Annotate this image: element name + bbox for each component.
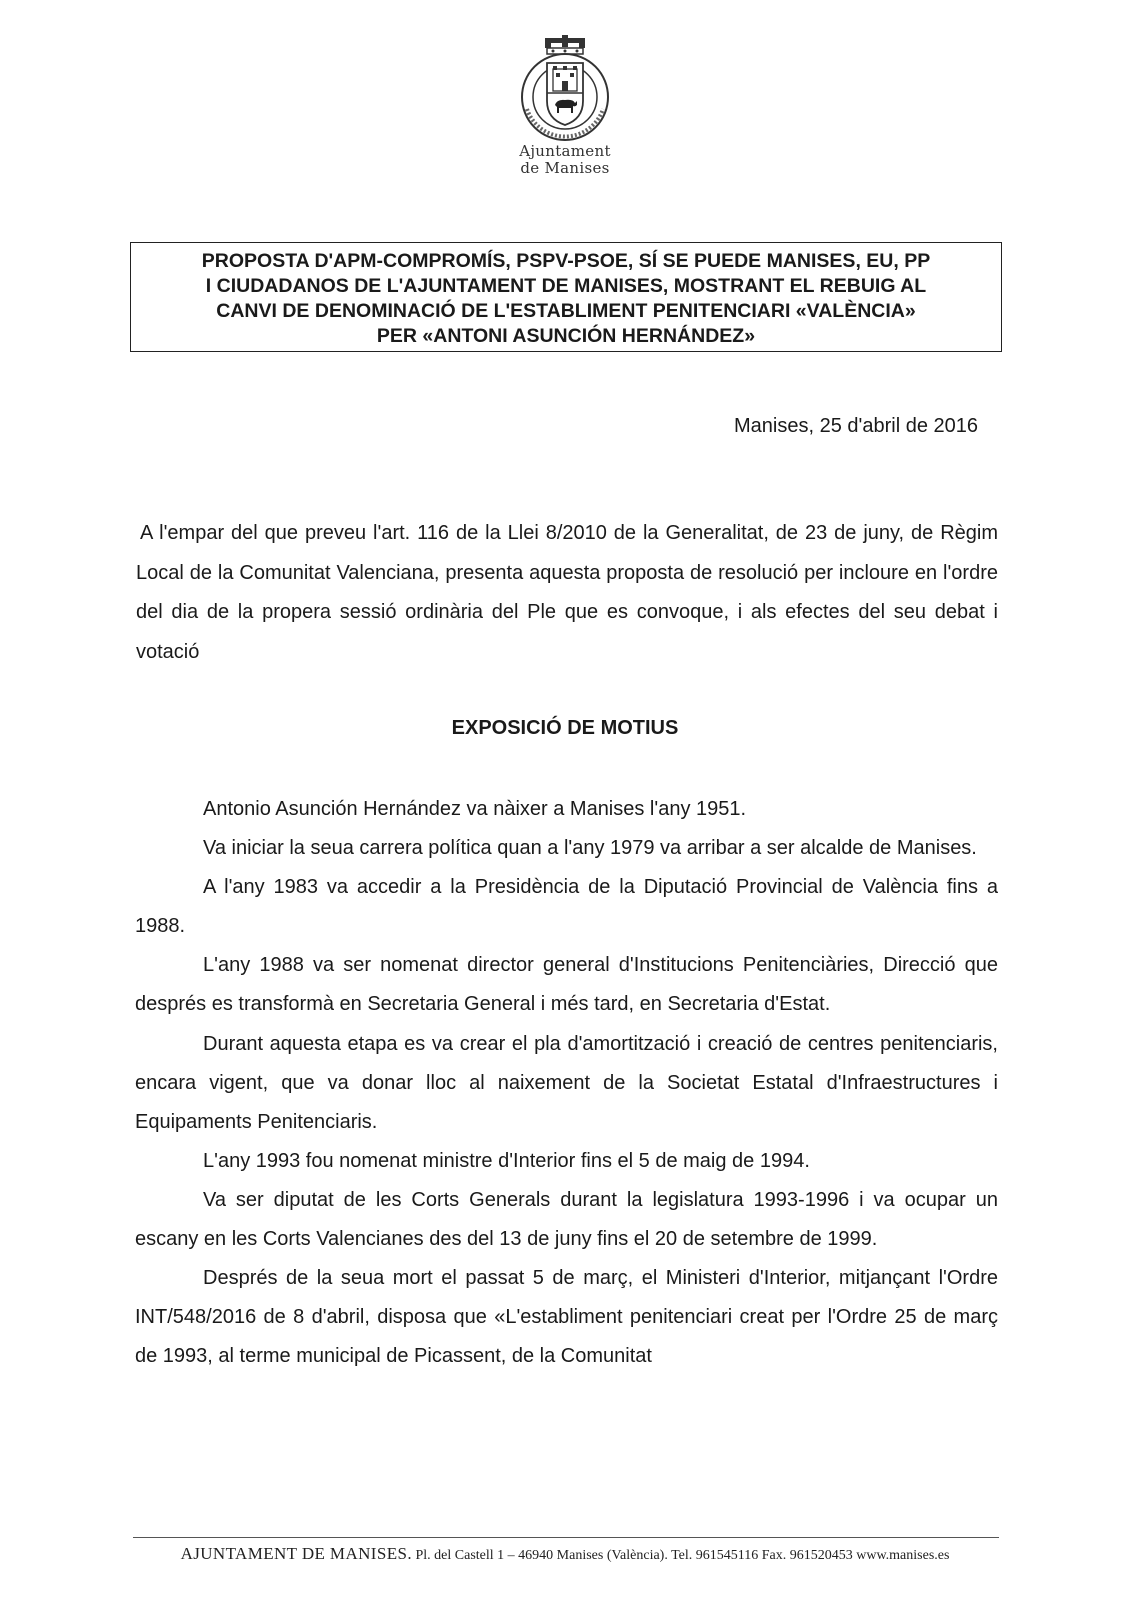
body-text	[135, 790, 998, 1376]
paragraph: L'any 1988 va ser nomenat director general d'Institucions Penitenciàries, Direcció que després es transformà en Secretaria General i més tard, en Secretaria d'Estat.	[135, 954, 998, 1016]
document-date: Manises, 25 d'abril de 2016	[734, 415, 978, 437]
title-line-2: I CIUDADANOS DE L'AJUNTAMENT DE MANISES, MOSTRANT EL REBUIG AL	[205, 275, 927, 297]
footer-details: Pl. del Castell 1 – 46940 Manises (València). Tel. 961545116 Fax. 961520453 www.manises.es	[415, 1548, 950, 1563]
title-box	[130, 242, 1002, 352]
footer-org: AJUNTAMENT DE MANISES.	[180, 1544, 412, 1563]
logo-line-2: de Manises	[520, 159, 610, 177]
footer	[0, 1544, 1130, 1564]
paragraph: Antonio Asunción Hernández va nàixer a Manises l'any 1951.	[203, 798, 747, 820]
title-line-4: PER «ANTONI ASUNCIÓN HERNÁNDEZ»	[376, 325, 756, 347]
footer-divider	[133, 1537, 999, 1538]
intro-text: A l'empar del que preveu l'art. 116 de la Llei 8/2010 de la Generalitat, de 23 de juny, de Règim Local de la Comunitat Valenciana, presenta aquesta proposta de resolució per incloure en l'ordre del dia de la propera sessió ordinària del Ple que es convoque, i als efectes del seu debat i votació	[136, 522, 998, 663]
coat-of-arms-icon	[517, 35, 613, 143]
logo	[510, 35, 620, 185]
logo-line-1: Ajuntament	[519, 142, 611, 160]
section-heading: EXPOSICIÓ DE MOTIUS	[451, 717, 679, 739]
paragraph: Durant aquesta etapa es va crear el pla d'amortització i creació de centres penitenciaris, encara vigent, que va donar lloc al naixement de la Societat Estatal d'Infraestructures i Equipaments Penitenciaris.	[135, 1032, 998, 1133]
title-line-3: CANVI DE DENOMINACIÓ DE L'ESTABLIMENT PENITENCIARI «VALÈNCIA»	[216, 300, 916, 322]
paragraph: A l'any 1983 va accedir a la Presidència de la Diputació Provincial de València fins a 1988.	[135, 876, 998, 938]
title-line-1: PROPOSTA D'APM-COMPROMÍS, PSPV-PSOE, SÍ SE PUEDE MANISES, EU, PP	[201, 250, 931, 272]
paragraph: L'any 1993 fou nomenat ministre d'Interior fins el 5 de maig de 1994.	[203, 1149, 810, 1172]
intro-paragraph	[136, 514, 998, 672]
paragraph: Va iniciar la seua carrera política quan a l'any 1979 va arribar a ser alcalde de Manises.	[203, 837, 977, 860]
paragraph: Va ser diputat de les Corts Generals durant la legislatura 1993-1996 i va ocupar un escany en les Corts Valencianes des del 13 de juny fins el 20 de setembre de 1999.	[135, 1188, 998, 1251]
paragraph: Després de la seua mort el passat 5 de març, el Ministeri d'Interior, mitjançant l'Ordre INT/548/2016 de 8 d'abril, disposa que «L'establiment penitenciari creat per l'Ordre 25 de març de 1993, al terme municipal de Picassent, de la Comunitat	[135, 1267, 998, 1368]
